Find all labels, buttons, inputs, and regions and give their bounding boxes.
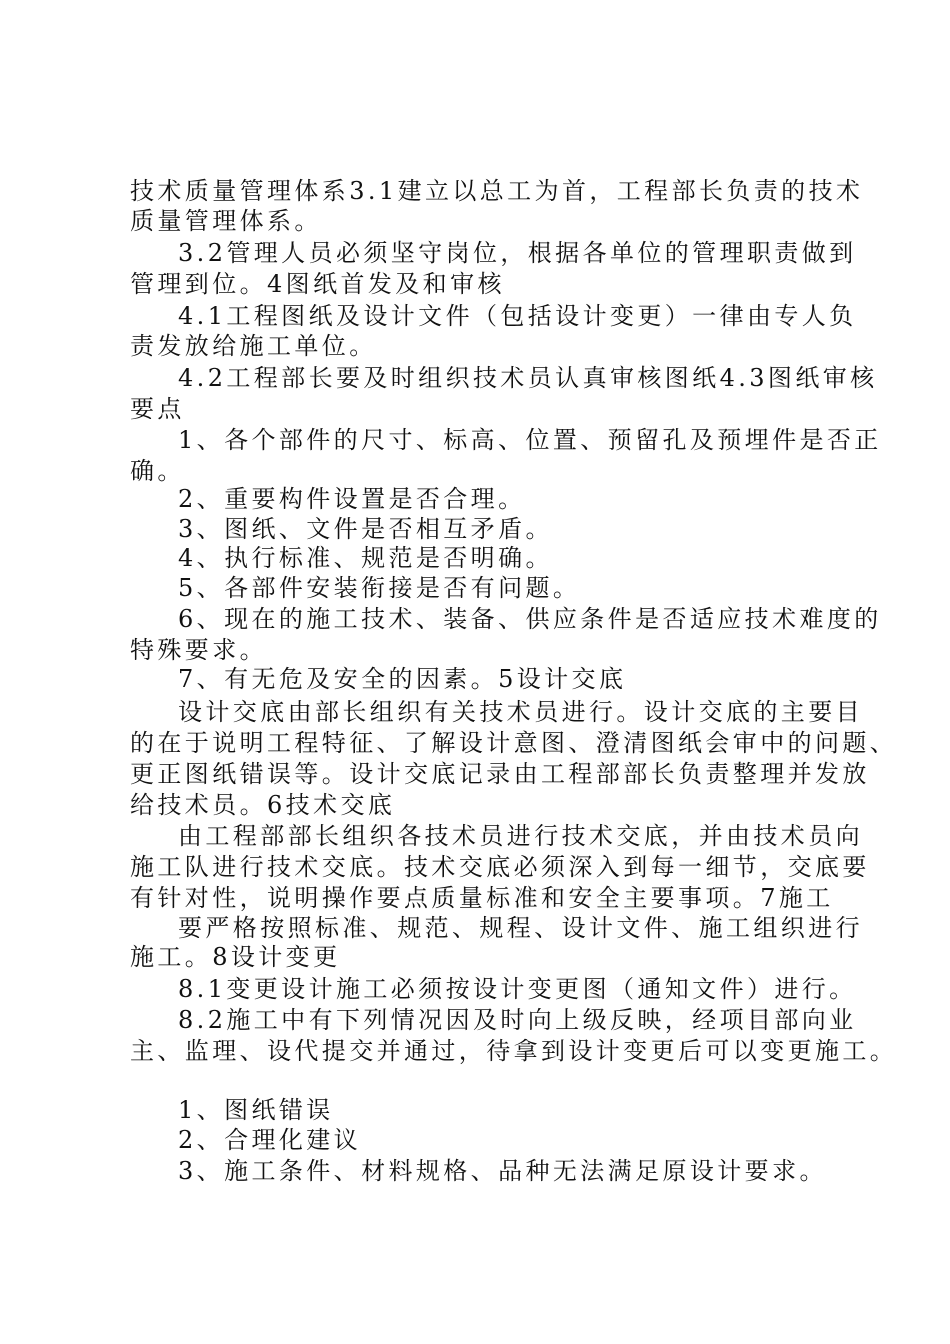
text-line: 给技术员。6技术交底 <box>130 791 396 819</box>
text-line: 设计交底由部长组织有关技术员进行。设计交底的主要目 <box>178 698 863 726</box>
text-line: 4.2工程部长要及时组织技术员认真审核图纸4.3图纸审核 <box>178 364 878 392</box>
text-line: 主、监理、设代提交并通过，待拿到设计变更后可以变更施工。 <box>130 1037 898 1065</box>
text-line: 1、各个部件的尺寸、标高、位置、预留孔及预埋件是否正 <box>178 426 882 454</box>
text-line: 8.2施工中有下列情况因及时向上级反映，经项目部向业 <box>178 1006 857 1034</box>
text-line: 要点 <box>130 395 185 423</box>
text-line: 确。 <box>130 457 185 485</box>
text-line: 3、图纸、文件是否相互矛盾。 <box>178 515 553 543</box>
text-line: 1、图纸错误 <box>178 1096 334 1124</box>
text-line: 4、执行标准、规范是否明确。 <box>178 544 553 572</box>
text-line: 质量管理体系。 <box>130 207 322 235</box>
text-line: 有针对性，说明操作要点质量标准和安全主要事项。7施工 <box>130 884 834 912</box>
text-line: 的在于说明工程特征、了解设计意图、澄清图纸会审中的问题、 <box>130 729 898 757</box>
text-line: 2、重要构件设置是否合理。 <box>178 485 526 513</box>
text-line: 施工队进行技术交底。技术交底必须深入到每一细节，交底要 <box>130 853 870 881</box>
text-line: 管理到位。4图纸首发及和审核 <box>130 270 505 298</box>
text-line: 施工。8设计变更 <box>130 943 341 971</box>
text-line: 技术质量管理体系3.1建立以总工为首，工程部长负责的技术 <box>130 177 864 205</box>
text-line: 5、各部件安装衔接是否有问题。 <box>178 574 581 602</box>
text-line: 3.2管理人员必须坚守岗位，根据各单位的管理职责做到 <box>178 239 857 267</box>
text-line: 要严格按照标准、规范、规程、设计文件、施工组织进行 <box>178 914 863 942</box>
text-line: 特殊要求。 <box>130 636 267 664</box>
text-line: 由工程部部长组织各技术员进行技术交底，并由技术员向 <box>178 822 863 850</box>
text-line: 3、施工条件、材料规格、品种无法满足原设计要求。 <box>178 1157 827 1185</box>
text-line: 6、现在的施工技术、装备、供应条件是否适应技术难度的 <box>178 605 882 633</box>
text-line: 8.1变更设计施工必须按设计变更图（通知文件）进行。 <box>178 975 857 1003</box>
text-line: 责发放给施工单位。 <box>130 332 377 360</box>
text-line: 2、合理化建议 <box>178 1126 362 1154</box>
text-line: 7、有无危及安全的因素。5设计交底 <box>178 665 627 693</box>
text-line: 更正图纸错误等。设计交底记录由工程部部长负责整理并发放 <box>130 760 870 788</box>
text-line: 4.1工程图纸及设计文件（包括设计变更）一律由专人负 <box>178 302 857 330</box>
